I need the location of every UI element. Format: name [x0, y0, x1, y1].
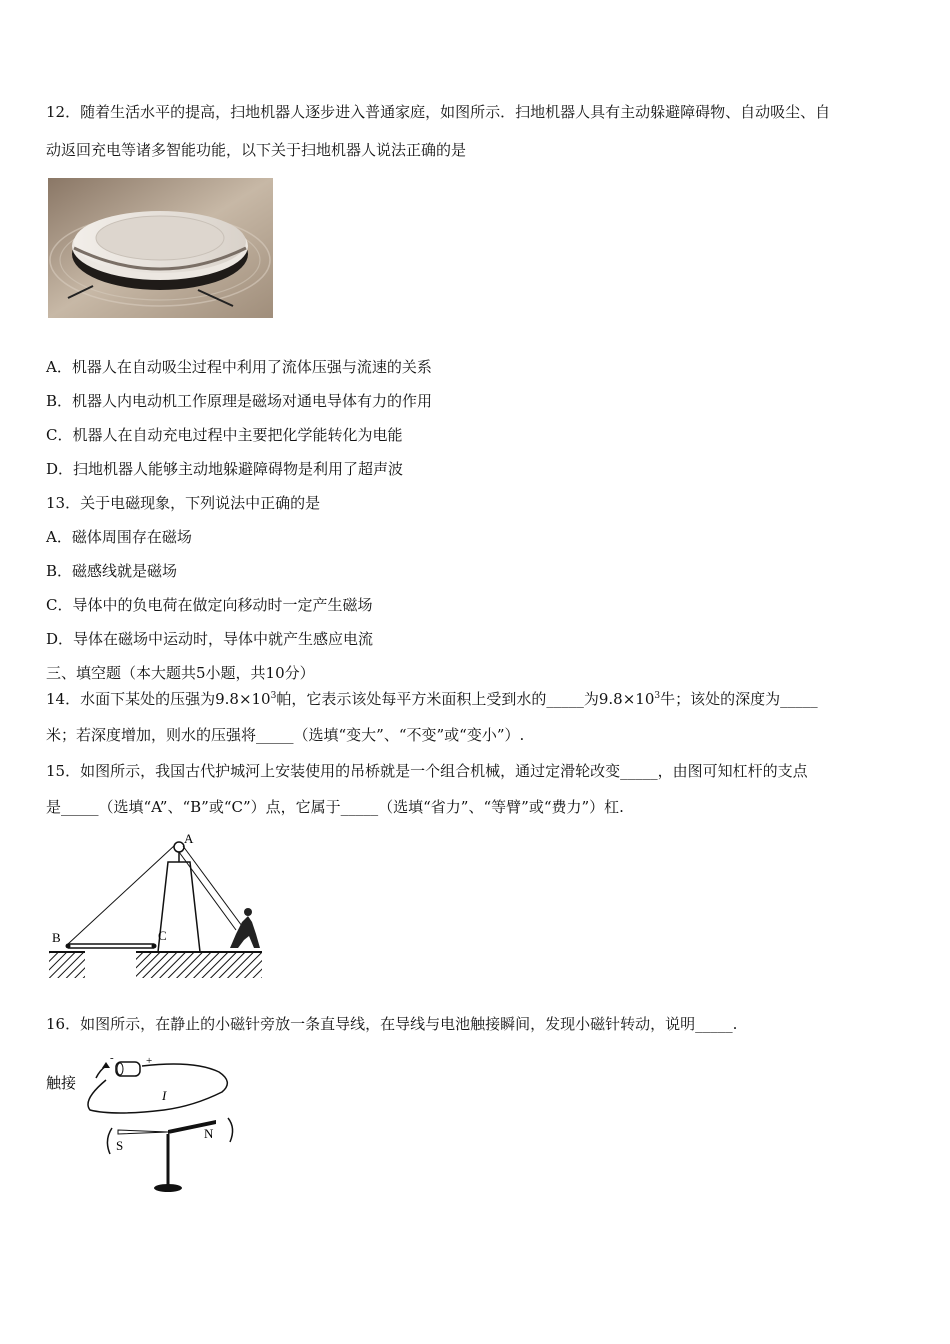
q13-option-c: C．导体中的负电荷在做定向移动时一定产生磁场: [46, 596, 373, 614]
label-c: C: [158, 928, 167, 943]
label-b: B: [52, 930, 61, 945]
oersted-experiment-diagram: [44, 1050, 244, 1198]
north-pole-label: N: [204, 1126, 214, 1141]
section-heading: 三、填空题（本大题共5小题，共10分）: [46, 664, 315, 682]
q13-stem: 13．关于电磁现象，下列说法中正确的是: [46, 494, 321, 512]
label-a: A: [184, 831, 194, 846]
q14-stem-line2: 米；若深度增加，则水的压强将_____（选填“变大”、“不变”或“变小”）.: [46, 726, 525, 744]
q12-option-a: A．机器人在自动吸尘过程中利用了流体压强与流速的关系: [46, 358, 432, 376]
south-pole-label: S: [116, 1138, 124, 1153]
q15-stem-line1: 15．如图所示，我国古代护城河上安装使用的吊桥就是一个组合机械，通过定滑轮改变_____，由图可知杠杆的支点: [46, 762, 808, 780]
q13-option-a: A．磁体周围存在磁场: [46, 528, 192, 546]
robot-vacuum-image: [48, 178, 273, 318]
q12-option-d: D．扫地机器人能够主动地躲避障碍物是利用了超声波: [46, 460, 404, 478]
drawbridge-diagram: [44, 830, 269, 985]
minus-label: -: [110, 1052, 114, 1064]
touch-label: 触接: [46, 1074, 77, 1092]
current-label: I: [162, 1088, 167, 1103]
plus-label: +: [146, 1055, 153, 1067]
q13-option-d: D．导体在磁场中运动时，导体中就产生感应电流: [46, 630, 374, 648]
q12-stem-line2: 动返回充电等诸多智能功能，以下关于扫地机器人说法正确的是: [46, 141, 467, 159]
q14-stem-line1: 14．水面下某处的压强为$9.8\times 10^3$帕，它表示该处每平方米面积上受到水的_____为$9.8\times 10^3$牛；该处的深度为_____: [46, 690, 818, 708]
q12-stem-line1: 12．随着生活水平的提高，扫地机器人逐步进入普通家庭，如图所示．扫地机器人具有主动躲避障碍物、自动吸尘、自: [46, 103, 831, 121]
q15-stem-line2: 是_____（选填“A”、“B”或“C”）点，它属于_____（选填“省力”、“等臂”或“费力”）杠.: [46, 798, 624, 816]
q16-stem: 16．如图所示，在静止的小磁针旁放一条直导线，在导线与电池触接瞬间，发现小磁针转动，说明_____.: [46, 1015, 738, 1033]
q12-option-c: C．机器人在自动充电过程中主要把化学能转化为电能: [46, 426, 403, 444]
q12-option-b: B．机器人内电动机工作原理是磁场对通电导体有力的作用: [46, 392, 433, 410]
q13-option-b: B．磁感线就是磁场: [46, 562, 178, 580]
